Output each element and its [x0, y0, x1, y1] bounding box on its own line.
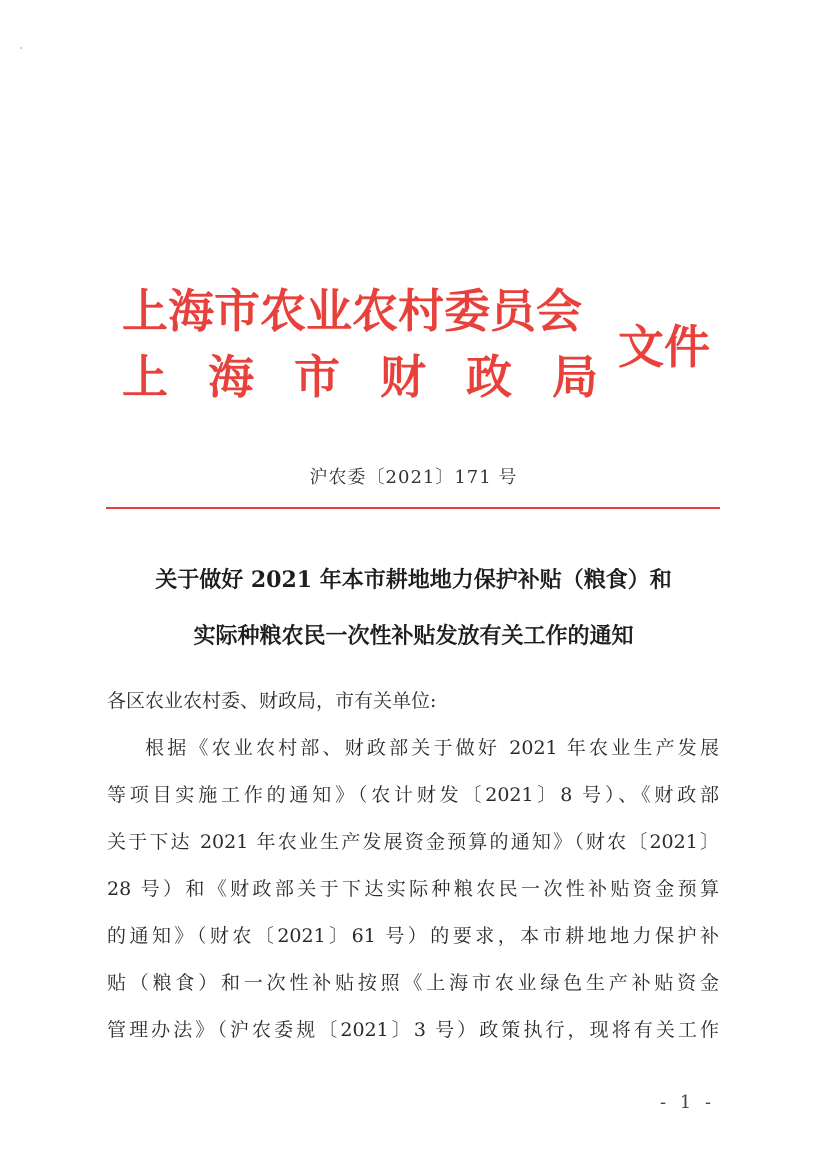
body-line: 的通知》（财农〔2021〕61 号）的要求，本市耕地地力保护补: [107, 925, 719, 947]
document-title-line-2: 实际种粮农民一次性补贴发放有关工作的通知: [193, 623, 634, 649]
body-line: 28 号）和《财政部关于下达实际种粮农民一次性补贴资金预算: [107, 878, 719, 900]
body-line: 等项目实施工作的通知》（农计财发〔2021〕8 号）、《财政部: [107, 784, 719, 806]
issuer-name-2: [122, 349, 598, 405]
body-line: 根据《农业农村部、财政部关于做好 2021 年农业生产发展: [145, 737, 719, 759]
scan-speck: [20, 47, 22, 49]
header-divider: [106, 507, 720, 509]
issuer-name-1: 上海市农业农村委员会: [122, 284, 582, 338]
issuer-name-2-char: 政: [466, 350, 512, 404]
issuer-name-2-char: 局: [552, 350, 598, 404]
page-number: - 1 -: [660, 1092, 716, 1113]
red-header: [122, 283, 722, 413]
salutation: 各区农业农村委、财政局，市有关单位:: [107, 690, 437, 712]
document-number: 沪农委〔2021〕171 号: [309, 467, 518, 488]
issuer-name-2-char: 海: [208, 350, 254, 404]
document-title-line-1: 关于做好 2021 年本市耕地地力保护补贴（粮食）和: [155, 567, 672, 593]
body-line: 管理办法》（沪农委规〔2021〕3 号）政策执行，现将有关工作: [107, 1019, 719, 1041]
body-line: 贴（粮食）和一次性补贴按照《上海市农业绿色生产补贴资金: [107, 972, 719, 994]
issuer-name-2-char: 市: [294, 350, 340, 404]
body-line: 关于下达 2021 年农业生产发展资金预算的通知》（财农〔2021〕: [107, 831, 719, 853]
document-kind-label: 文件: [618, 320, 710, 374]
issuer-name-2-char: 上: [122, 350, 168, 404]
issuer-name-2-char: 财: [380, 350, 426, 404]
